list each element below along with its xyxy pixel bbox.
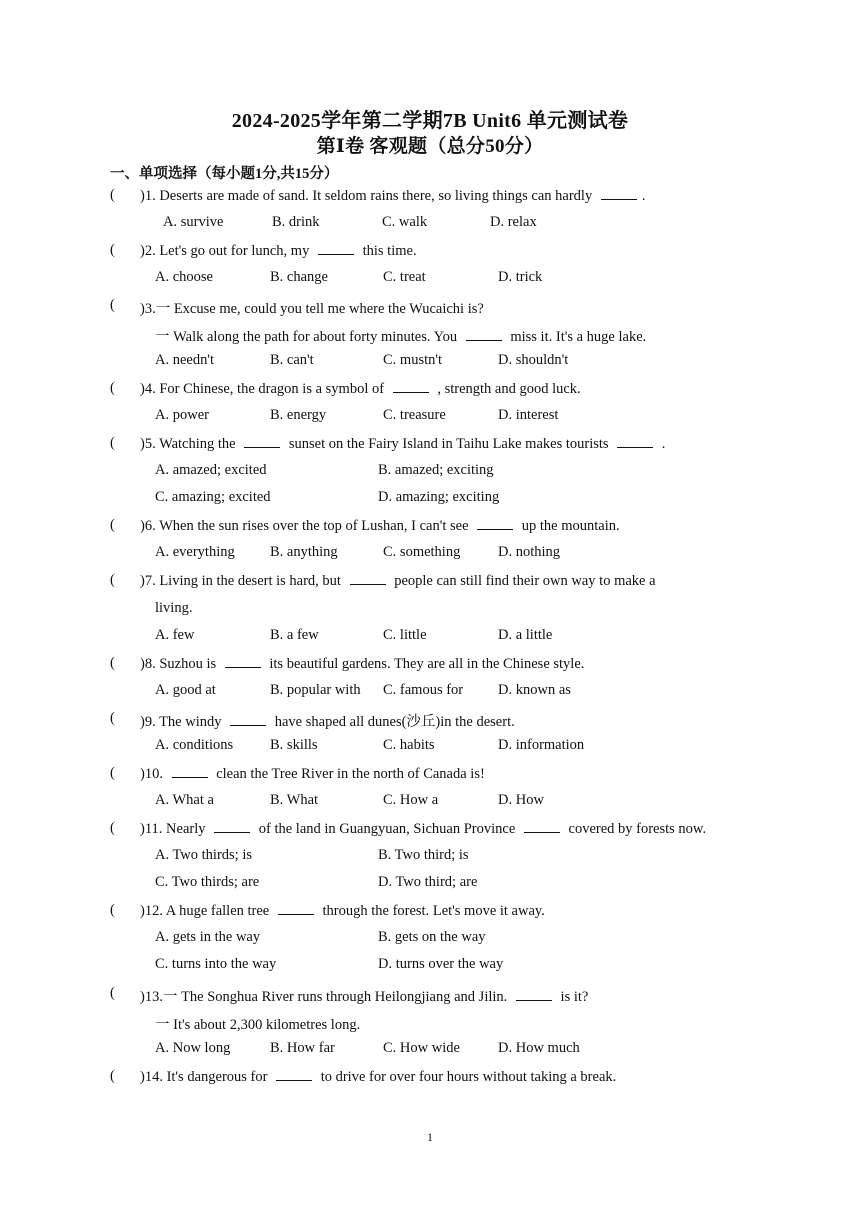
option-b[interactable]: B. What <box>270 792 319 808</box>
question-text: people can still find their own way to make a <box>390 573 656 589</box>
question-text: )14. It's dangerous for <box>140 1069 272 1085</box>
document-subtitle: 第Ⅰ卷 客观题（总分50分） <box>316 136 544 157</box>
option-a[interactable]: A. gets in the way <box>155 929 261 945</box>
option-a[interactable]: A. good at <box>155 682 216 698</box>
section-heading: 一、单项选择（每小题1分,共15分） <box>110 166 339 182</box>
option-c[interactable]: C. famous for <box>383 682 464 698</box>
option-a[interactable]: A. amazed; excited <box>155 462 267 478</box>
question-text: )7. Living in the desert is hard, but <box>140 573 345 589</box>
answer-bracket[interactable]: ( <box>110 1068 115 1084</box>
option-b[interactable]: B. anything <box>270 544 338 560</box>
option-d[interactable]: D. trick <box>498 269 543 285</box>
answer-blank[interactable] <box>214 820 250 833</box>
option-d[interactable]: D. nothing <box>498 544 561 560</box>
option-a[interactable]: A. needn't <box>155 352 214 368</box>
option-a[interactable]: A. choose <box>155 269 213 285</box>
option-b[interactable]: B. Two third; is <box>378 847 469 863</box>
question-text: covered by forests now. <box>564 821 707 837</box>
option-d[interactable]: D. Two third; are <box>378 874 478 890</box>
question-stem <box>140 572 656 590</box>
option-a[interactable]: A. What a <box>155 792 214 808</box>
document-title: 2024-2025学年第二学期7B Unit6 单元测试卷 <box>231 110 629 132</box>
question-text: clean the Tree River in the north of Canada is! <box>212 766 485 782</box>
answer-blank[interactable] <box>172 765 208 778</box>
question-stem-continued <box>155 325 646 346</box>
option-c[interactable]: C. habits <box>383 737 435 753</box>
question-text: up the mountain. <box>518 518 620 534</box>
question-text: )13.一 The Songhua River runs through Heilongjiang and Jilin. <box>140 989 511 1005</box>
question-stem-continued <box>155 600 192 617</box>
option-b[interactable]: B. energy <box>270 407 327 423</box>
option-a[interactable]: A. Two thirds; is <box>155 847 253 863</box>
question-stem <box>140 187 645 205</box>
page-number: 1 <box>427 1130 433 1144</box>
option-b[interactable]: B. How far <box>270 1040 335 1056</box>
question-stem <box>140 1068 616 1086</box>
option-d[interactable]: D. turns over the way <box>378 956 504 972</box>
question-stem <box>140 380 581 398</box>
option-c[interactable]: C. turns into the way <box>155 956 277 972</box>
option-c[interactable]: C. treasure <box>383 407 446 423</box>
question-text: )3.一 Excuse me, could you tell me where the Wucaichi is? <box>140 301 484 317</box>
question-stem <box>140 517 620 535</box>
option-c[interactable]: C. Two thirds; are <box>155 874 260 890</box>
answer-bracket[interactable]: ( <box>110 297 115 313</box>
question-stem <box>140 297 484 318</box>
question-text: )2. Let's go out for lunch, my <box>140 243 313 259</box>
question-text: its beautiful gardens. They are all in the Chinese style. <box>265 656 585 672</box>
answer-blank[interactable] <box>276 1068 312 1081</box>
question-text: living. <box>155 600 193 616</box>
answer-blank[interactable] <box>617 435 653 448</box>
answer-bracket[interactable]: ( <box>110 820 115 836</box>
question-stem <box>140 765 485 783</box>
question-stem <box>140 902 545 920</box>
answer-bracket[interactable]: ( <box>110 655 115 671</box>
option-b[interactable]: B. gets on the way <box>378 929 486 945</box>
answer-bracket[interactable]: ( <box>110 242 115 258</box>
answer-bracket[interactable]: ( <box>110 380 115 396</box>
question-text: sunset on the Fairy Island in Taihu Lake makes tourists <box>285 436 613 452</box>
answer-bracket[interactable]: ( <box>110 710 115 726</box>
answer-blank[interactable] <box>225 655 261 668</box>
option-c[interactable]: C. treat <box>383 269 426 285</box>
option-c[interactable]: C. amazing; excited <box>155 489 271 505</box>
answer-blank[interactable] <box>516 988 552 1001</box>
option-b[interactable]: B. change <box>270 269 328 285</box>
question-stem <box>140 710 515 731</box>
answer-blank[interactable] <box>477 517 513 530</box>
option-a[interactable]: A. Now long <box>155 1040 231 1056</box>
question-stem <box>140 985 588 1006</box>
question-text: )4. For Chinese, the dragon is a symbol of <box>140 381 388 397</box>
question-text: )11. Nearly <box>140 821 210 837</box>
question-text: have shaped all dunes(沙丘)in the desert. <box>271 714 515 730</box>
answer-blank[interactable] <box>601 187 637 200</box>
option-c[interactable]: C. walk <box>382 214 428 230</box>
option-d[interactable]: D. How <box>498 792 544 808</box>
option-d[interactable]: D. amazing; exciting <box>378 489 500 505</box>
option-a[interactable]: A. conditions <box>155 737 234 753</box>
question-text: this time. <box>358 243 417 259</box>
question-text: miss it. It's a huge lake. <box>506 329 647 345</box>
option-a[interactable]: A. few <box>155 627 195 643</box>
option-d[interactable]: D. interest <box>498 407 559 423</box>
question-text: )8. Suzhou is <box>140 656 220 672</box>
option-d[interactable]: D. a little <box>498 627 553 643</box>
answer-blank[interactable] <box>278 902 314 915</box>
question-text: )10. <box>140 766 167 782</box>
answer-blank[interactable] <box>524 820 560 833</box>
option-b[interactable]: B. skills <box>270 737 318 753</box>
option-b[interactable]: B. amazed; exciting <box>378 462 494 478</box>
option-b[interactable]: B. popular with <box>270 682 361 698</box>
question-text: to drive for over four hours without taking a break. <box>317 1069 617 1085</box>
answer-blank[interactable] <box>393 380 429 393</box>
question-stem <box>140 820 706 838</box>
question-stem <box>140 655 584 673</box>
question-text: )1. Deserts are made of sand. It seldom rains there, so living things can hardly <box>140 188 596 204</box>
question-text: )6. When the sun rises over the top of Lushan, I can't see <box>140 518 473 534</box>
question-text: , strength and good luck. <box>433 381 581 397</box>
question-text: 一 It's about 2,300 kilometres long. <box>155 1017 361 1033</box>
answer-bracket[interactable]: ( <box>110 517 115 533</box>
answer-bracket[interactable]: ( <box>110 572 115 588</box>
option-d[interactable]: D. How much <box>498 1040 580 1056</box>
question-text: . <box>658 436 666 452</box>
option-a[interactable]: A. power <box>155 407 209 423</box>
answer-blank[interactable] <box>230 713 266 726</box>
answer-bracket[interactable]: ( <box>110 765 115 781</box>
answer-bracket[interactable]: ( <box>110 985 115 1001</box>
option-d[interactable]: D. relax <box>490 214 537 230</box>
option-c[interactable]: C. little <box>383 627 427 643</box>
option-a[interactable]: A. survive <box>163 214 224 230</box>
option-d[interactable]: D. known as <box>498 682 571 698</box>
question-text: )12. A huge fallen tree <box>140 903 273 919</box>
question-text: is it? <box>556 989 589 1005</box>
question-text: )9. The windy <box>140 714 226 730</box>
question-stem-continued <box>155 1013 360 1034</box>
answer-blank[interactable] <box>466 328 502 341</box>
question-text: . <box>641 188 646 204</box>
answer-bracket[interactable]: ( <box>110 902 115 918</box>
option-c[interactable]: C. How wide <box>383 1040 460 1056</box>
answer-blank[interactable] <box>318 242 354 255</box>
option-d[interactable]: D. shouldn't <box>498 352 569 368</box>
option-b[interactable]: B. a few <box>270 627 319 643</box>
question-text: of the land in Guangyuan, Sichuan Province <box>255 821 519 837</box>
option-b[interactable]: B. drink <box>272 214 320 230</box>
option-d[interactable]: D. information <box>498 737 585 753</box>
question-text: through the forest. Let's move it away. <box>318 903 545 919</box>
answer-bracket[interactable]: ( <box>110 187 115 203</box>
question-stem <box>140 435 665 453</box>
question-text: 一 Walk along the path for about forty minutes. You <box>155 329 461 345</box>
answer-blank[interactable] <box>244 435 280 448</box>
answer-blank[interactable] <box>350 572 386 585</box>
option-c[interactable]: C. How a <box>383 792 439 808</box>
question-stem <box>140 242 417 260</box>
option-c[interactable]: C. mustn't <box>383 352 443 368</box>
option-b[interactable]: B. can't <box>270 352 314 368</box>
answer-bracket[interactable]: ( <box>110 435 115 451</box>
option-c[interactable]: C. something <box>383 544 461 560</box>
option-a[interactable]: A. everything <box>155 544 235 560</box>
question-text: )5. Watching the <box>140 436 240 452</box>
